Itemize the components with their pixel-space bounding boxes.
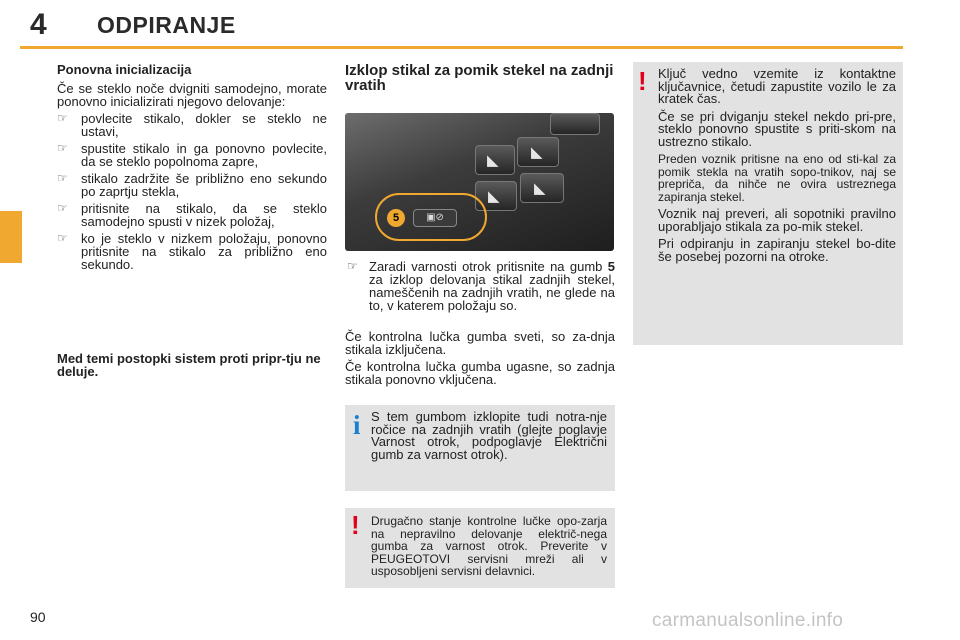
exclamation-icon: ! [351, 510, 360, 540]
child-safety-instructions [345, 260, 615, 312]
chapter-side-tab [0, 211, 22, 263]
page-number: 90 [30, 609, 46, 625]
safety-warning-text [658, 68, 896, 268]
reinit-heading: Ponovna inicializacija [57, 62, 192, 77]
header-rule [20, 46, 903, 49]
pointing-finger-icon: ☞ [57, 171, 68, 185]
watermark: carmanualsonline.info [652, 610, 844, 631]
warning-paragraph: Voznik naj preveri, ali sopotniki pravilno uporabljajo stikala za po-mik stekel. [658, 206, 896, 234]
indicator-off-text: Če kontrolna lučka gumba ugasne, so zadnja stikala ponovno vključena. [345, 359, 615, 387]
list-item: ☞ stikalo zadržite še približno eno sekundo po zaprtju stekla, [57, 171, 327, 199]
pointing-finger-icon: ☞ [57, 231, 68, 245]
warning-paragraph: Preden voznik pritisne na eno od sti-kal za pomik stekla na vratih sopo-tnikov, naj se prepriča, da nihče ne ovira ustreznega zapiranja stekel. [658, 152, 896, 204]
child-lock-button-icon: ▣⊘ [413, 209, 457, 227]
pointing-finger-icon: ☞ [347, 259, 358, 273]
reinit-steps [57, 112, 327, 271]
chapter-number: 4 [30, 8, 47, 41]
warning-paragraph: Pri odpiranju in zapiranju stekel bo-dite še posebej pozorni na otroke. [658, 236, 896, 264]
chapter-title: ODPIRANJE [97, 12, 236, 38]
malfunction-warning-text: Drugačno stanje kontrolne lučke opo-zarja na nepravilno delovanje električ-nega gumba za varnost otrok. Preverite v PEUGEOTOVI servisni mreži ali v usposobljeni servisni delavnici. [371, 514, 607, 578]
list-item: ☞ ko je steklo v nizkem položaju, ponovno pritisnite na stikalo za približno eno sekundo. [57, 231, 327, 272]
pointing-finger-icon: ☞ [57, 111, 68, 125]
section-title: Izklop stikal za pomik stekel na zadnji vratih [345, 62, 614, 94]
anti-pinch-note: Med temi postopki sistem proti pripr-tju ne deluje. [57, 351, 321, 379]
exclamation-icon: ! [638, 66, 647, 96]
window-down-icon: ◣ [487, 152, 499, 169]
info-text: S tem gumbom izklopite tudi notra-nje ročice na zadnjih vratih (glejte poglavje Varnost otrok, podpoglavje Električni gumb za varnost otrok). [371, 409, 607, 462]
list-item: ☞ spustite stikalo in ga ponovno povlecite, da se steklo popolnoma zapre, [57, 141, 327, 169]
window-down-icon: ◣ [531, 144, 543, 161]
window-down-icon: ◣ [488, 188, 500, 205]
callout-badge: 5 [387, 209, 405, 227]
reinit-section [57, 63, 327, 275]
warning-paragraph: Ključ vedno vzemite iz kontaktne ključavnice, četudi zapustite vozilo le za kratek čas. [658, 66, 896, 106]
warning-paragraph: Če se pri dviganju stekel nekdo pri-pre, steklo ponovno spustite s priti-skom na ustrezno stikalo. [658, 108, 896, 149]
pointing-finger-icon: ☞ [57, 141, 68, 155]
pointing-finger-icon: ☞ [57, 201, 68, 215]
list-item: ☞ pritisnite na stikalo, da se steklo samodejno spusti v nizek položaj, [57, 201, 327, 229]
list-item: ☞ Zaradi varnosti otrok pritisnite na gumb 5 za izklop delovanja stikal zadnjih stekel, nameščenih na zadnjih vratih, ne glede na to, v katerem položaju so. [347, 259, 615, 313]
list-item: ☞ povlecite stikalo, dokler se steklo ne ustavi, [57, 111, 327, 139]
door-switch-photo [345, 113, 614, 251]
indicator-on-text: Če kontrolna lučka gumba sveti, so za-dnja stikala izključena. [345, 329, 615, 357]
reinit-intro: Če se steklo noče dvigniti samodejno, morate ponovno inicializirati njegovo delovanje: [57, 81, 327, 109]
mirror-switch [550, 113, 600, 135]
info-icon: i [353, 410, 361, 440]
window-down-icon: ◣ [534, 180, 546, 197]
